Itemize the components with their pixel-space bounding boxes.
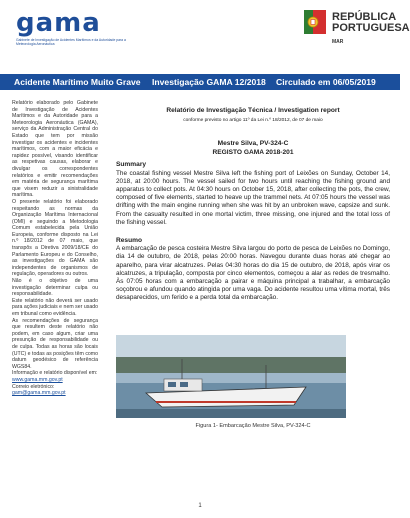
vessel-heading xyxy=(116,139,390,157)
logo-word: gama xyxy=(16,8,101,38)
summary-text: The coastal fishing vessel Mestre Silva left the fishing port of Leixões on Sunday, October 14, 2018, at 20:00 hours. The vessel sailed for two hours until reaching the fishing ground and apparatus to collect pots. At 04:30 hours on October 15, 2018, after collecting the pots, the crew, composed of five elements, started to heave up the trammel nets. At 07:05 hours the vessel was drifting with the main engine running when she was hit by an unbroken wave, capsize and sunk. From the casualty resulted in one mortal victim, three missing, one injured and the total loss of the fishing vessel. xyxy=(116,169,390,226)
email-link[interactable]: gam@gama.mm.gov.pt xyxy=(12,390,66,397)
government-department: MAR xyxy=(332,39,344,45)
report-subtitle: conforme previsto no artigo 11º da Lei n.º 18/2012, de 07 de maio xyxy=(183,118,323,124)
website-link[interactable]: www.gama.mm.gov.pt xyxy=(12,376,63,383)
sidebar-paragraph: As recomendações de segurança que resultem deste relatório não podem, em caso algum, criar uma presunção de responsabilidade ou de culpa. Todas as horas são locais (UTC) e todas as posições têm como datum geodésico de referência WGS84. xyxy=(12,317,98,370)
government-name-line2: PORTUGUESA xyxy=(332,22,410,34)
logo-subtitle: Gabinete de Investigação de Acidentes Marítimos e da Autoridade para a Meteorologia Aeronáutica xyxy=(16,38,126,46)
sidebar-paragraph: Informação e relatório disponível em: xyxy=(12,370,98,377)
sidebar-paragraph: Não é o objetivo de uma investigação determinar culpa ou responsabilidade. xyxy=(12,278,98,298)
report-title: Relatório de Investigação Técnica / Investigation report xyxy=(166,107,340,114)
sidebar-paragraph: O presente relatório foi elaborado respeitando as normas da Organização Marítima Internacional (OMI) e seguindo a Metodologia Comum estabelecida pela União Europeia, conforme disposto na Lei n.º 18/2012 de 07 maio, que transpôs a Diretiva 2009/18/CE do Parlamento Europeu e do Conselho, as investigações do GAMA são independentes de organismos de regulação, operadores ou outros. xyxy=(12,198,98,278)
page-number: 1 xyxy=(198,503,202,509)
circulation-date: Circulado em 06/05/2019 xyxy=(276,77,376,87)
sidebar-paragraph: Relatório elaborado pelo Gabinete de Investigação de Acidentes Marítimos e da Autoridade para a Meteorologia Aeronáutica (GAMA), serviço da Administração Central do Estado que tem por missão investigar os acidentes e incidentes marítimos, com a maior eficácia e rapidez possível, visando identificar as respetivas causas, elaborar e divulgar os correspondentes relatórios e emitir recomendações em matéria de segurança marítima que visem reduzir a sinistralidade marítima. xyxy=(12,100,98,199)
government-name xyxy=(332,12,410,34)
resumo-text: A embarcação de pesca costeira Mestre Silva largou do porto de pesca de Leixões no Domingo, dia 14 de outubro, de 2018, pelas 20:00 horas. Navegou durante duas horas até chegar ao aparelho, para virar alcatruzes. Pelas 04:30 horas do dia 15 de outubro, de 2018, após virar os alcatruzes, a tripulação, composta por cinco elementos, começou a alar as redes de tresmalho. Às 07:05 horas com a embarcação a pairar e máquina principal a trabalhar, a embarcação soçobrou e afundou quando atingida por uma vaga. Do acidente resultou uma vítima mortal, três desaparecidos, um ferido e a perda total da embarcação. xyxy=(116,245,390,302)
vessel-photo xyxy=(116,335,346,418)
accident-category: Acidente Marítimo Muito Grave xyxy=(14,77,141,87)
report-info-band xyxy=(0,74,400,90)
vessel-name: Mestre Silva, PV-324-C xyxy=(217,140,289,148)
government-logo xyxy=(304,10,410,50)
investigation-number: Investigação GAMA 12/2018 xyxy=(152,77,266,87)
figure-caption: Figura 1- Embarcação Mestre Silva, PV-324-C xyxy=(195,423,311,429)
resumo-heading: Resumo xyxy=(116,237,143,245)
sidebar-disclaimer xyxy=(12,100,98,397)
government-name-line1: REPÚBLICA xyxy=(332,11,397,23)
gama-registry: REGISTO GAMA 2018-201 xyxy=(212,149,294,157)
email-label: Correio eletrónico: xyxy=(12,383,55,390)
sidebar-paragraph: Este relatório não deverá ser usado para ações judiciais e nem ser usado em tribunal como evidência. xyxy=(12,297,98,317)
summary-heading: Summary xyxy=(116,161,147,169)
page-header xyxy=(0,0,410,58)
gama-logo xyxy=(16,8,156,48)
portugal-flag-icon xyxy=(304,10,326,34)
report-main xyxy=(116,100,390,303)
